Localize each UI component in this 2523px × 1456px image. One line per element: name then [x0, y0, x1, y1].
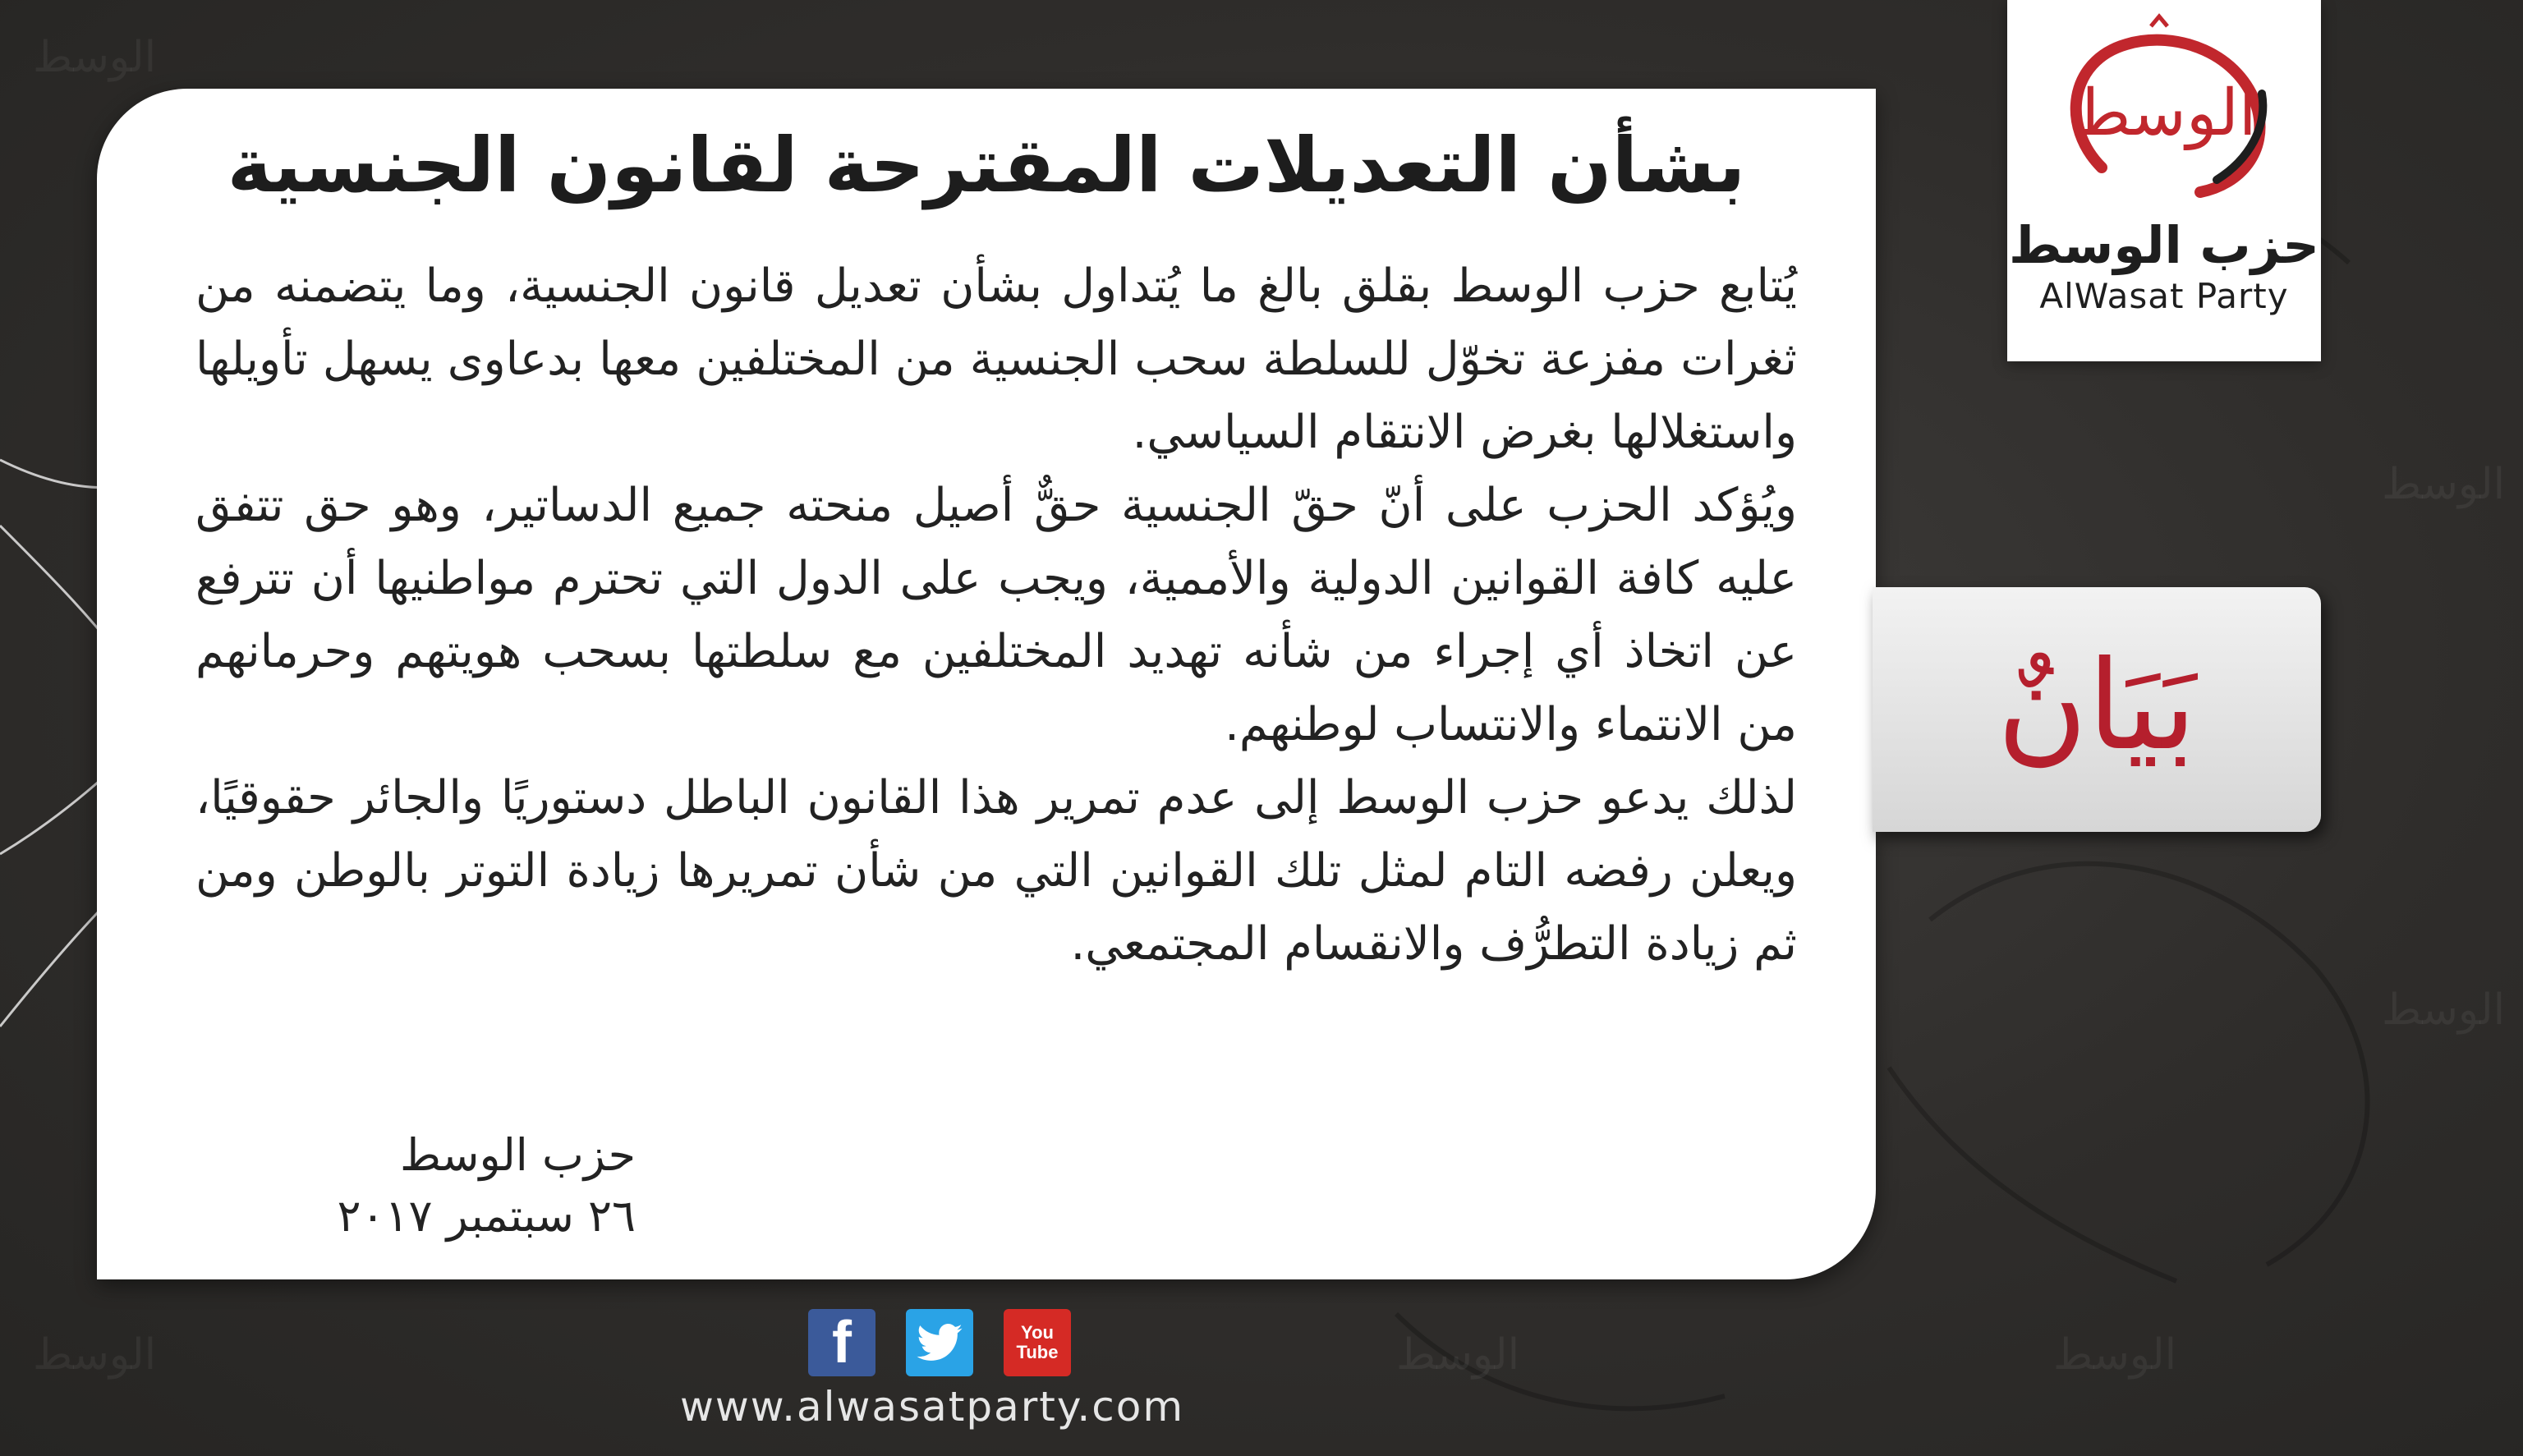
watermark-logo: الوسط: [2382, 460, 2506, 509]
logo-emblem: [2052, 11, 2276, 209]
watermark-logo: الوسط: [33, 1330, 157, 1380]
youtube-icon[interactable]: [1004, 1309, 1071, 1376]
statement-paragraph: يُتابع حزب الوسط بقلق بالغ ما يُتداول بشأن تعديل قانون الجنسية، وما يتضمنه من ثغرات مفزعة تخوّل للسلطة سحب الجنسية من المختلفين معها بدعاوى يسهل تأويلها واستغلالها بغرض الانتقام السياسي.: [195, 260, 1797, 459]
statement-paragraph: لذلك يدعو حزب الوسط إلى عدم تمرير هذا القانون الباطل دستوريًا والجائر حقوقيًا، ويعلن رفضه التام لمثل تلك القوانين التي من شأن تمريرها زيادة التوتر بالوطن ومن ثم زيادة التطرُّف والانقسام المجتمعي.: [195, 771, 1797, 971]
signature: حزب الوسط: [399, 1129, 636, 1181]
watermark-logo: الوسط: [33, 33, 157, 82]
signature-block: [192, 1125, 636, 1247]
statement-date: ٢٦ سبتمبر ٢٠١٧: [337, 1190, 636, 1242]
statement-label: بَيَانٌ: [1997, 635, 2197, 778]
statement-card: [97, 89, 1876, 1279]
statement-label-tab: [1873, 587, 2321, 832]
statement-paragraph: ويُؤكد الحزب على أنّ حقّ الجنسية حقٌّ أصيل منحته جميع الدساتير، وهو حق تتفق عليه كافة القوانين الدولية والأممية، ويجب على الدول التي تحترم مواطنيها أن تترفع عن اتخاذ أي إجراء من شأنه تهديد المختلفين مع سلطتها بسحب هويتهم وحرمانهم من الانتماء والانتساب لوطنهم.: [195, 479, 1797, 751]
youtube-label-top: You: [1021, 1322, 1054, 1343]
watermark-logo: الوسط: [1396, 1330, 1520, 1380]
logo-name-arabic: حزب الوسط: [2009, 215, 2319, 275]
party-logo: [2007, 0, 2321, 361]
statement-body: [195, 250, 1797, 981]
social-links: [808, 1309, 1071, 1376]
facebook-glyph: f: [832, 1310, 852, 1376]
youtube-label-bottom: Tube: [1016, 1342, 1059, 1362]
logo-name-english: AlWasat Party: [2039, 276, 2289, 316]
website-link[interactable]: www.alwasatparty.com: [680, 1383, 1185, 1431]
watermark-logo: الوسط: [2382, 985, 2506, 1035]
twitter-icon[interactable]: [906, 1309, 973, 1376]
watermark-logo: الوسط: [2053, 1330, 2177, 1380]
statement-title: بشأن التعديلات المقترحة لقانون الجنسية: [227, 122, 1746, 209]
facebook-icon[interactable]: [808, 1309, 875, 1376]
twitter-bird-icon: [917, 1324, 963, 1362]
logo-calligraphy: الوسط: [2071, 76, 2257, 150]
